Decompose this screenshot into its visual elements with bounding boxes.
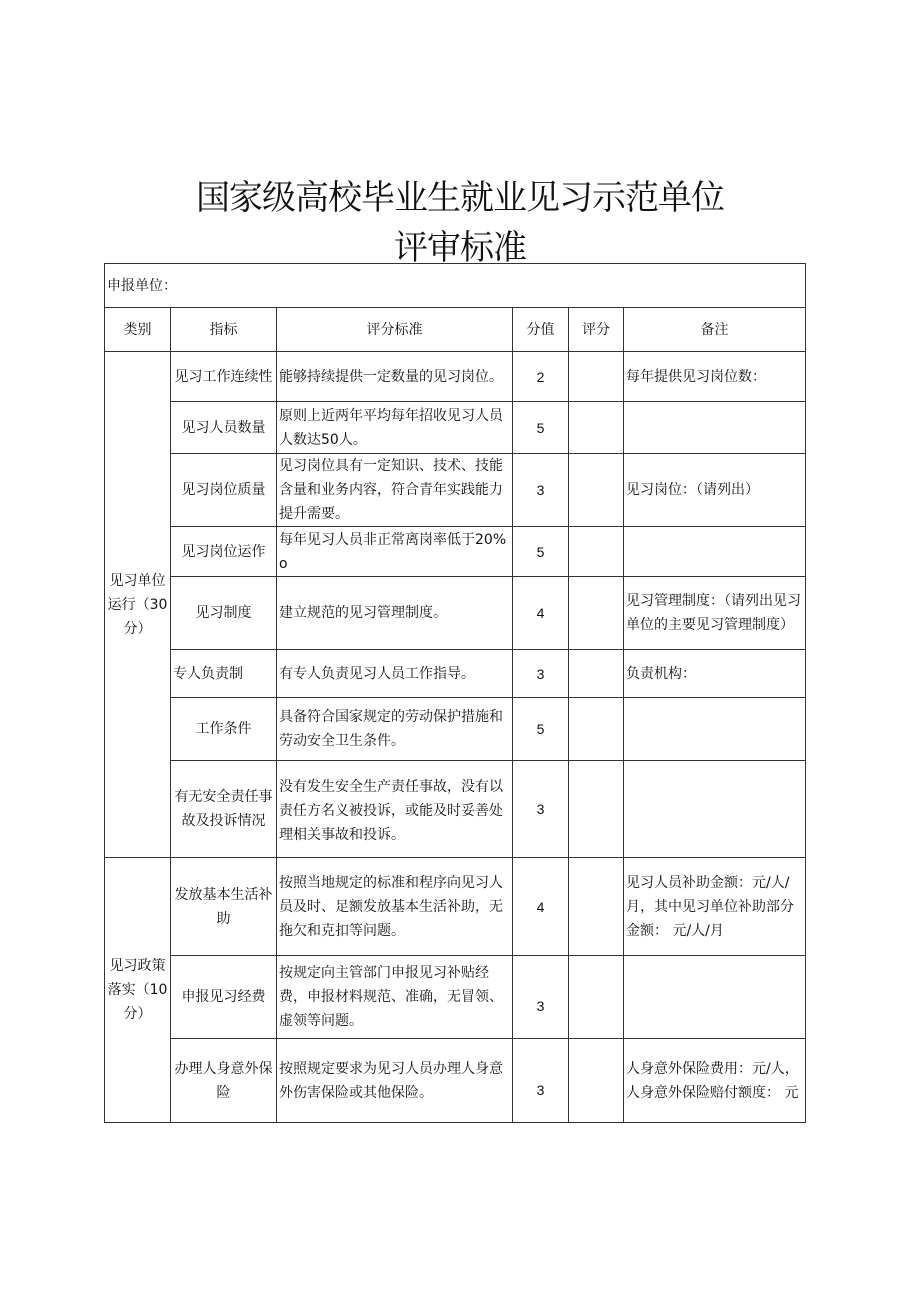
header-category: 类别	[105, 308, 171, 352]
indicator-cell: 专人负责制	[171, 650, 277, 698]
page-title: 国家级高校毕业生就业见习示范单位	[196, 178, 724, 218]
points-cell: 3	[513, 454, 569, 527]
points-cell: 4	[513, 858, 569, 956]
points-cell: 3	[513, 956, 569, 1039]
criteria-cell: 按照规定要求为见习人员办理人身意外伤害保险或其他保险。	[277, 1039, 513, 1123]
criteria-cell: 建立规范的见习管理制度。	[277, 577, 513, 650]
header-remarks: 备注	[624, 308, 806, 352]
score-input-cell[interactable]	[569, 577, 624, 650]
category-cell: 见习政策落实（10分）	[105, 858, 171, 1123]
remark-cell: 负责机构：	[624, 650, 806, 698]
points-cell: 4	[513, 577, 569, 650]
criteria-cell: 每年见习人员非正常离岗率低于20%o	[277, 527, 513, 577]
indicator-cell: 申报见习经费	[171, 956, 277, 1039]
criteria-cell: 按规定向主管部门申报见习补贴经费，申报材料规范、准确，无冒领、虚领等问题。	[277, 956, 513, 1039]
points-cell: 3	[513, 650, 569, 698]
score-input-cell[interactable]	[569, 1039, 624, 1123]
score-input-cell[interactable]	[569, 858, 624, 956]
points-cell: 5	[513, 402, 569, 454]
evaluation-table	[104, 263, 806, 1123]
indicator-cell: 见习岗位质量	[171, 454, 277, 527]
criteria-cell: 没有发生安全生产责任事故，没有以责任方名义被投诉，或能及时妥善处理相关事故和投诉。	[277, 761, 513, 858]
indicator-cell: 见习岗位运作	[171, 527, 277, 577]
criteria-cell: 能够持续提供一定数量的见习岗位。	[277, 352, 513, 402]
points-cell: 5	[513, 527, 569, 577]
page-subtitle: 评审标准	[394, 228, 526, 268]
remark-cell	[624, 527, 806, 577]
indicator-cell: 见习制度	[171, 577, 277, 650]
indicator-cell: 发放基本生活补助	[171, 858, 277, 956]
score-input-cell[interactable]	[569, 352, 624, 402]
score-input-cell[interactable]	[569, 454, 624, 527]
score-input-cell[interactable]	[569, 956, 624, 1039]
remark-cell	[624, 761, 806, 858]
score-input-cell[interactable]	[569, 527, 624, 577]
header-criteria: 评分标准	[277, 308, 513, 352]
indicator-cell: 办理人身意外保险	[171, 1039, 277, 1123]
points-cell: 5	[513, 698, 569, 761]
score-input-cell[interactable]	[569, 402, 624, 454]
remark-cell: 每年提供见习岗位数：	[624, 352, 806, 402]
indicator-cell: 见习工作连续性	[171, 352, 277, 402]
indicator-cell: 工作条件	[171, 698, 277, 761]
remark-cell: 人身意外保险费用：元/人，人身意外保险赔付额度： 元	[624, 1039, 806, 1123]
score-input-cell[interactable]	[569, 761, 624, 858]
points-cell: 3	[513, 1039, 569, 1123]
criteria-cell: 见习岗位具有一定知识、技术、技能含量和业务内容，符合青年实践能力提升需要。	[277, 454, 513, 527]
criteria-cell: 按照当地规定的标准和程序向见习人员及时、足额发放基本生活补助，无拖欠和克扣等问题。	[277, 858, 513, 956]
points-cell: 2	[513, 352, 569, 402]
remark-cell: 见习岗位：（请列出）	[624, 454, 806, 527]
indicator-cell: 见习人员数量	[171, 402, 277, 454]
remark-cell: 见习管理制度：（请列出见习单位的主要见习管理制度）	[624, 577, 806, 650]
remark-cell	[624, 402, 806, 454]
indicator-cell: 有无安全责任事故及投诉情况	[171, 761, 277, 858]
header-score: 评分	[569, 308, 624, 352]
applicant-unit-label: 申报单位：	[105, 264, 806, 308]
points-cell: 3	[513, 761, 569, 858]
header-points: 分值	[513, 308, 569, 352]
score-input-cell[interactable]	[569, 698, 624, 761]
remark-cell	[624, 698, 806, 761]
criteria-cell: 原则上近两年平均每年招收见习人员人数达50人。	[277, 402, 513, 454]
category-cell: 见习单位运行（30分）	[105, 352, 171, 858]
remark-cell	[624, 956, 806, 1039]
criteria-cell: 具备符合国家规定的劳动保护措施和劳动安全卫生条件。	[277, 698, 513, 761]
header-indicator: 指标	[171, 308, 277, 352]
criteria-cell: 有专人负责见习人员工作指导。	[277, 650, 513, 698]
remark-cell: 见习人员补助金额：元/人/月，其中见习单位补助部分金额： 元/人/月	[624, 858, 806, 956]
score-input-cell[interactable]	[569, 650, 624, 698]
